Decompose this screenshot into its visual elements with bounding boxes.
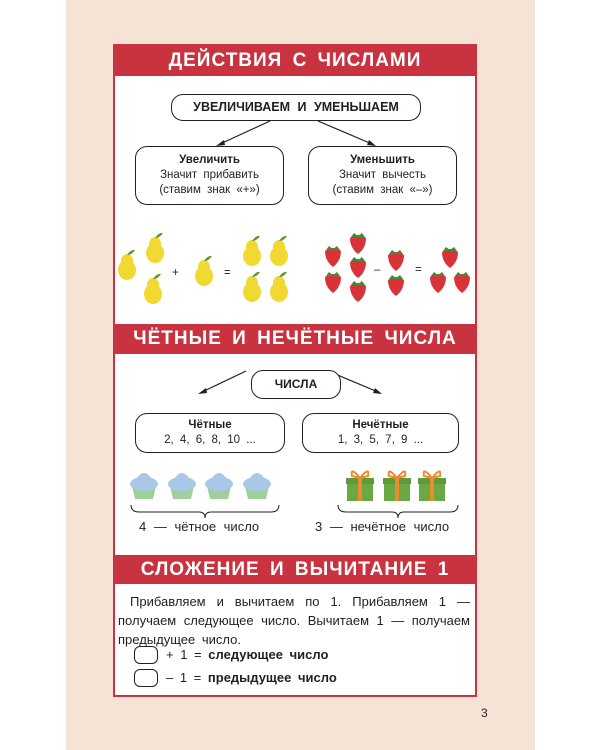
rule-paragraph: Прибавляем и вычитаем по 1. Прибавляем 1 — получаем следующее число. Вычитаем 1 — получаем предыдущее число. (118, 594, 470, 647)
odd-title: Нечётные (352, 419, 409, 431)
even-title: Чётные (188, 419, 232, 431)
rule2-operation: – 1 = (166, 670, 202, 685)
blank-box (134, 669, 158, 687)
minus-sign: – (374, 264, 381, 276)
gift-icon (346, 471, 446, 501)
section-header-add-subtract: СЛОЖЕНИЕ И ВЫЧИТАНИЕ 1 (115, 555, 475, 584)
brace-icon (338, 505, 458, 518)
plus-sign: + (172, 267, 179, 279)
page-number: 3 (481, 706, 488, 720)
section-header-even-odd: ЧЁТНЫЕ И НЕЧЁТНЫЕ ЧИСЛА (115, 324, 475, 354)
cupcake-icon (130, 473, 271, 499)
increase-line2: (ставим знак «+») (159, 184, 260, 196)
numbers-box: ЧИСЛА (251, 370, 341, 399)
even-values: 2, 4, 6, 8, 10 ... (164, 434, 256, 446)
rule2-result: предыдущее число (207, 670, 337, 685)
rule1-operation: + 1 = (166, 647, 202, 662)
odd-caption: 3 — нечётное число (315, 519, 450, 534)
root-box: УВЕЛИЧИВАЕМ И УМЕНЬШАЕМ (171, 94, 421, 121)
decrease-title: Уменьшить (350, 154, 415, 166)
increase-line1: Значит прибавить (160, 169, 259, 181)
section-header-actions: ДЕЙСТВИЯ С ЧИСЛАМИ (115, 46, 475, 76)
rule1-result: следующее число (208, 647, 329, 662)
equals-sign: = (224, 267, 231, 279)
decrease-line1: Значит вычесть (338, 169, 427, 181)
even-caption: 4 — чётное число (139, 519, 260, 534)
increase-title: Увеличить (179, 154, 240, 166)
brace-icon (131, 505, 279, 518)
blank-box (134, 646, 158, 664)
odd-values: 1, 3, 5, 7, 9 ... (337, 434, 424, 446)
equals-sign: = (415, 264, 422, 276)
decrease-line2: (ставим знак «–») (332, 184, 433, 196)
